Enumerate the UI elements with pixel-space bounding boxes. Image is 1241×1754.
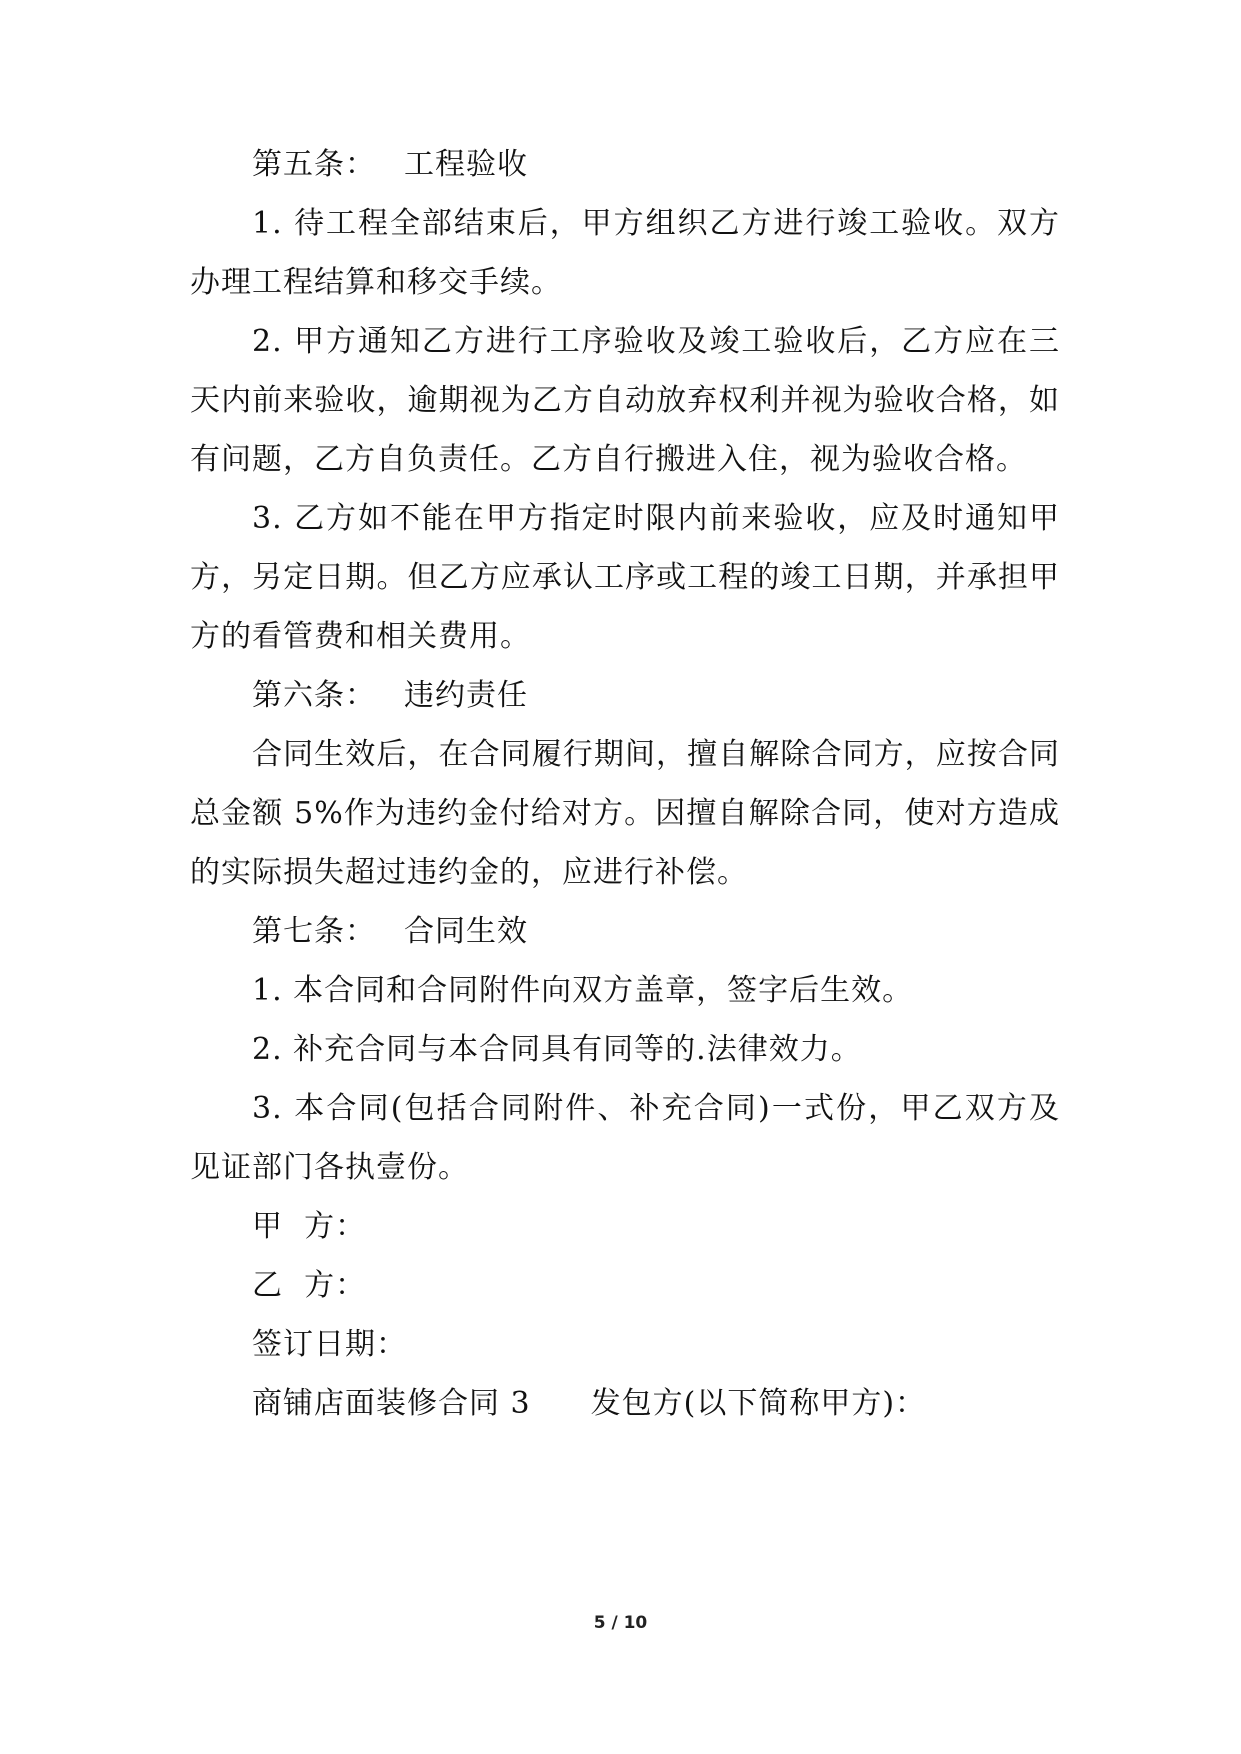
article-5-item-1-line-2: 办理工程结算和移交手续。 (190, 265, 562, 300)
article-5-heading (252, 145, 1122, 185)
article-6-label: 第六条： (252, 678, 376, 713)
article-7-item-3-line-2: 见证部门各执壹份。 (190, 1150, 469, 1185)
article-5-item-3-line-3: 方的看管费和相关费用。 (190, 619, 531, 654)
article-5-item-2-line-3: 有问题，乙方自负责任。乙方自行搬进入住，视为验收合格。 (190, 442, 1027, 477)
party-b-label: 乙 方： (252, 1268, 367, 1303)
article-7-item-2: 2. 补充合同与本合同具有同等的.法律效力。 (252, 1032, 862, 1067)
article-7-title: 合同生效 (404, 914, 528, 949)
article-6-heading (252, 676, 1122, 716)
article-7-heading (252, 912, 1122, 952)
article-5-item-3-line-1: 3. 乙方如不能在甲方指定时限内前来验收，应及时通知甲 (252, 501, 1060, 536)
article-6-para-line-1: 合同生效后，在合同履行期间，擅自解除合同方，应按合同 (252, 737, 1060, 772)
article-7-item-1: 1. 本合同和合同附件向双方盖章，签字后生效。 (252, 973, 914, 1008)
article-5-item-3-line-2: 方，另定日期。但乙方应承认工序或工程的竣工日期，并承担甲 (190, 560, 1060, 595)
article-6-para-line-3: 的实际损失超过违约金的，应进行补偿。 (190, 855, 748, 890)
article-7-item-3-line-1: 3. 本合同(包括合同附件、补充合同)一式份，甲乙双方及 (252, 1091, 1060, 1126)
party-a-label: 甲 方： (252, 1209, 367, 1244)
page-number: 5 / 10 (593, 1613, 648, 1633)
article-5-item-1-line-1: 1. 待工程全部结束后，甲方组织乙方进行竣工验收。双方 (252, 206, 1060, 241)
signing-date-label: 签订日期： (252, 1327, 407, 1362)
article-5-item-2-line-1: 2. 甲方通知乙方进行工序验收及竣工验收后，乙方应在三 (252, 324, 1060, 359)
next-contract-client: 发包方(以下简称甲方)： (590, 1386, 927, 1421)
article-6-para-line-2: 总金额 5%作为违约金付给对方。因擅自解除合同，使对方造成 (190, 796, 1060, 831)
article-7-label: 第七条： (252, 914, 376, 949)
article-5-label: 第五条： (252, 147, 376, 182)
article-5-title: 工程验收 (404, 147, 528, 182)
article-6-title: 违约责任 (404, 678, 528, 713)
next-contract-title: 商铺店面装修合同 3 (252, 1386, 531, 1421)
article-5-item-2-line-2: 天内前来验收，逾期视为乙方自动放弃权利并视为验收合格，如 (190, 383, 1060, 418)
next-contract-line (252, 1384, 1122, 1424)
